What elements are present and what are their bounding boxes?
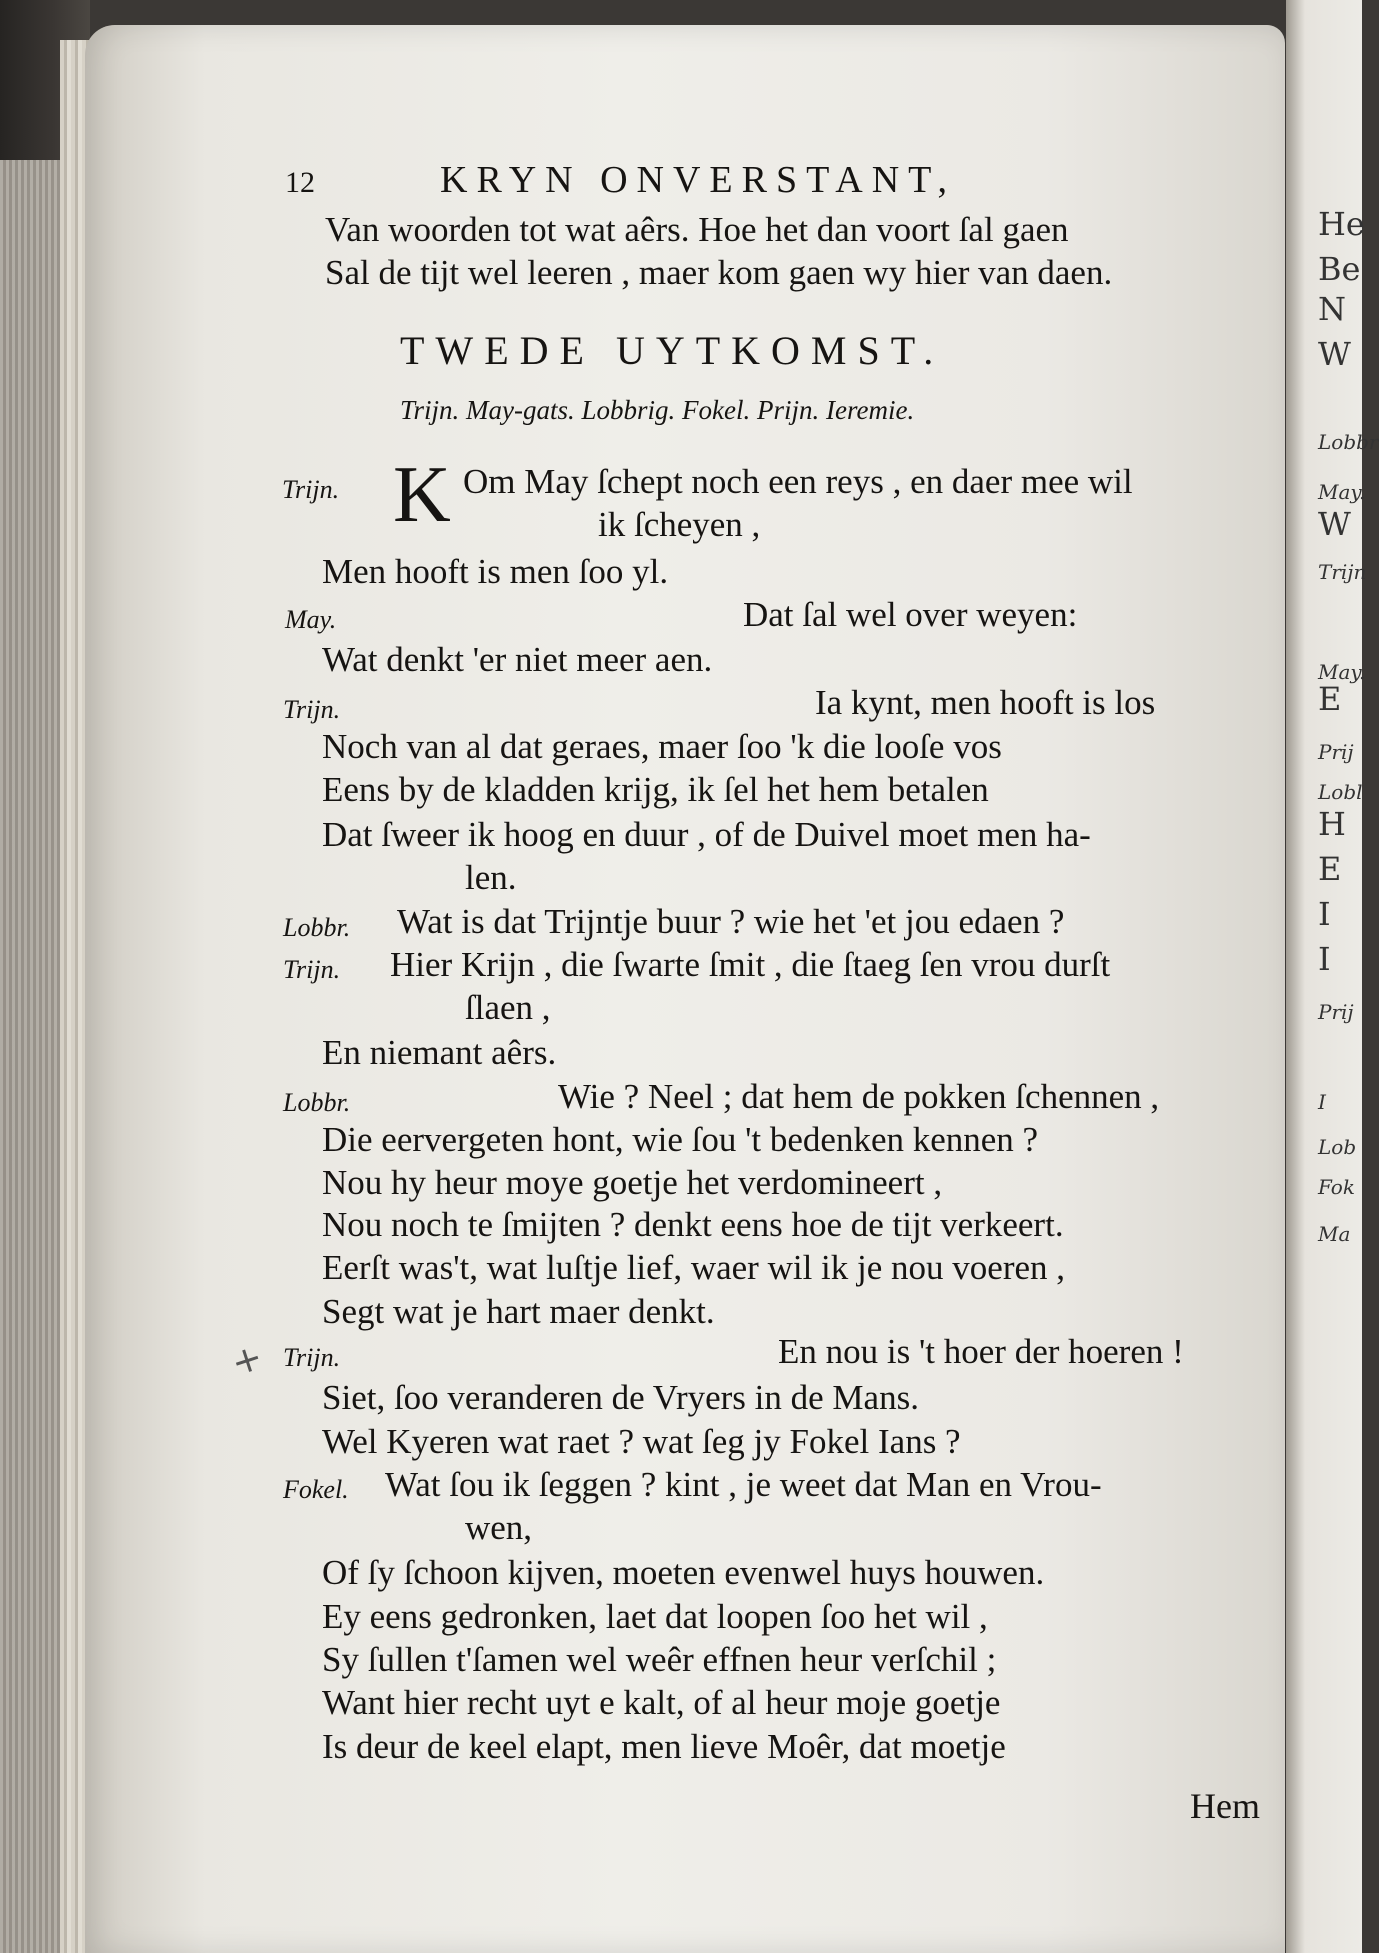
verse-line: ſlaen , bbox=[465, 988, 551, 1027]
verse-line: Siet, ſoo veranderen de Vryers in de Mans. bbox=[322, 1378, 919, 1417]
verse-line: Dat ſal wel over weyen: bbox=[743, 595, 1078, 634]
speaker-label: Trijn. bbox=[283, 1343, 341, 1372]
facing-text: Be bbox=[1318, 250, 1361, 288]
verse-line: wen, bbox=[465, 1508, 533, 1547]
verse-line: Dat ſweer ik hoog en duur , of de Duivel moet men ha- bbox=[322, 815, 1091, 854]
speaker-label: Lobbr. bbox=[283, 1088, 351, 1117]
drop-cap: K bbox=[393, 451, 451, 539]
facing-text: W bbox=[1318, 335, 1351, 373]
facing-text: I bbox=[1318, 1090, 1326, 1114]
facing-text: E bbox=[1318, 850, 1342, 888]
verse-line: Nou hy heur moye goetje het verdomineert , bbox=[322, 1163, 943, 1202]
facing-text: He bbox=[1318, 205, 1365, 243]
verse-line: Om May ſchept noch een reys , en daer mee wil bbox=[463, 462, 1133, 501]
verse-line: Nou noch te ſmijten ? denkt eens hoe de tijt verkeert. bbox=[322, 1205, 1064, 1244]
facing-text: I bbox=[1318, 895, 1331, 933]
speaker-label: May. bbox=[285, 605, 337, 634]
verse-line: len. bbox=[465, 858, 517, 897]
facing-text: Lobl bbox=[1318, 780, 1363, 804]
verse-line: Sy ſullen t'ſamen wel weêr effnen heur verſchil ; bbox=[322, 1640, 997, 1679]
verse-line: Segt wat je hart maer denkt. bbox=[322, 1292, 715, 1331]
facing-text: Prij bbox=[1318, 1000, 1354, 1024]
verse-line: Die eervergeten hont, wie ſou 't bedenken kennen ? bbox=[322, 1120, 1039, 1159]
verse-line: Wel Kyeren wat raet ? wat ſeg jy Fokel Ians ? bbox=[322, 1422, 961, 1461]
book-edge bbox=[0, 160, 60, 1953]
verse-line: Wat denkt 'er niet meer aen. bbox=[322, 640, 713, 679]
facing-text: H bbox=[1318, 805, 1346, 843]
verse-line: En nou is 't hoer der hoeren ! bbox=[778, 1332, 1184, 1371]
verse-line: Ia kynt, men hooft is los bbox=[815, 683, 1156, 722]
verse-line: Ey eens gedronken, laet dat loopen ſoo het wil , bbox=[322, 1597, 988, 1636]
facing-text: Fok bbox=[1318, 1175, 1355, 1199]
facing-text: E bbox=[1318, 680, 1342, 718]
facing-text: Lobbr bbox=[1318, 430, 1379, 454]
page-number: 12 bbox=[285, 166, 315, 199]
verse-line: Eerſt was't, wat luſtje lief, waer wil ik je nou voeren , bbox=[322, 1248, 1066, 1287]
verse-line: Men hooft is men ſoo yl. bbox=[322, 552, 669, 591]
verse-line: Hier Krijn , die ſwarte ſmit , die ſtaeg ſen vrou durſt bbox=[390, 945, 1111, 984]
verse-line: Eens by de kladden krijg, ik ſel het hem betalen bbox=[322, 770, 989, 809]
facing-text: Ma bbox=[1318, 1222, 1351, 1246]
speaker-label: Trijn. bbox=[282, 475, 340, 504]
verse-line: En niemant aêrs. bbox=[322, 1033, 557, 1072]
facing-text: May. bbox=[1318, 480, 1366, 504]
speaker-label: Trijn. bbox=[283, 695, 341, 724]
verse-line: Noch van al dat geraes, maer ſoo 'k die looſe vos bbox=[322, 727, 1002, 766]
verse-line: Wat is dat Trijntje buur ? wie het 'et jou edaen ? bbox=[397, 902, 1065, 941]
facing-text: May. bbox=[1318, 660, 1366, 684]
cast-list: Trijn. May-gats. Lobbrig. Fokel. Prijn. Ieremie. bbox=[400, 395, 915, 425]
verse-line: Want hier recht uyt e kalt, of al heur moje goetje bbox=[322, 1683, 1001, 1722]
facing-text: Prij bbox=[1318, 740, 1354, 764]
speaker-label: Lobbr. bbox=[283, 913, 351, 942]
running-title: KRYN ONVERSTANT, bbox=[440, 159, 957, 201]
verse-line: Of ſy ſchoon kijven, moeten evenwel huys houwen. bbox=[322, 1553, 1045, 1592]
verse-line: Sal de tijt wel leeren , maer kom gaen wy hier van daen. bbox=[325, 253, 1113, 292]
facing-text: I bbox=[1318, 940, 1331, 978]
catchword: Hem bbox=[1190, 1786, 1260, 1826]
verse-line: Van woorden tot wat aêrs. Hoe het dan voort ſal gaen bbox=[325, 210, 1069, 249]
speaker-label: Trijn. bbox=[283, 955, 341, 984]
facing-text: W bbox=[1318, 505, 1351, 543]
handwritten-mark: + bbox=[226, 1336, 268, 1385]
section-title: TWEDE UYTKOMST. bbox=[400, 328, 945, 373]
facing-text: Trijn bbox=[1318, 560, 1367, 584]
verse-line: ik ſcheyen , bbox=[598, 505, 761, 544]
facing-text: Lob bbox=[1318, 1135, 1357, 1159]
facing-text: N bbox=[1318, 290, 1346, 328]
verse-line: Is deur de keel elapt, men lieve Moêr, dat moetje bbox=[322, 1727, 1006, 1766]
speaker-label: Fokel. bbox=[283, 1475, 349, 1504]
verse-line: Wat ſou ik ſeggen ? kint , je weet dat Man en Vrou- bbox=[385, 1465, 1102, 1504]
verse-line: Wie ? Neel ; dat hem de pokken ſchennen , bbox=[558, 1077, 1160, 1116]
